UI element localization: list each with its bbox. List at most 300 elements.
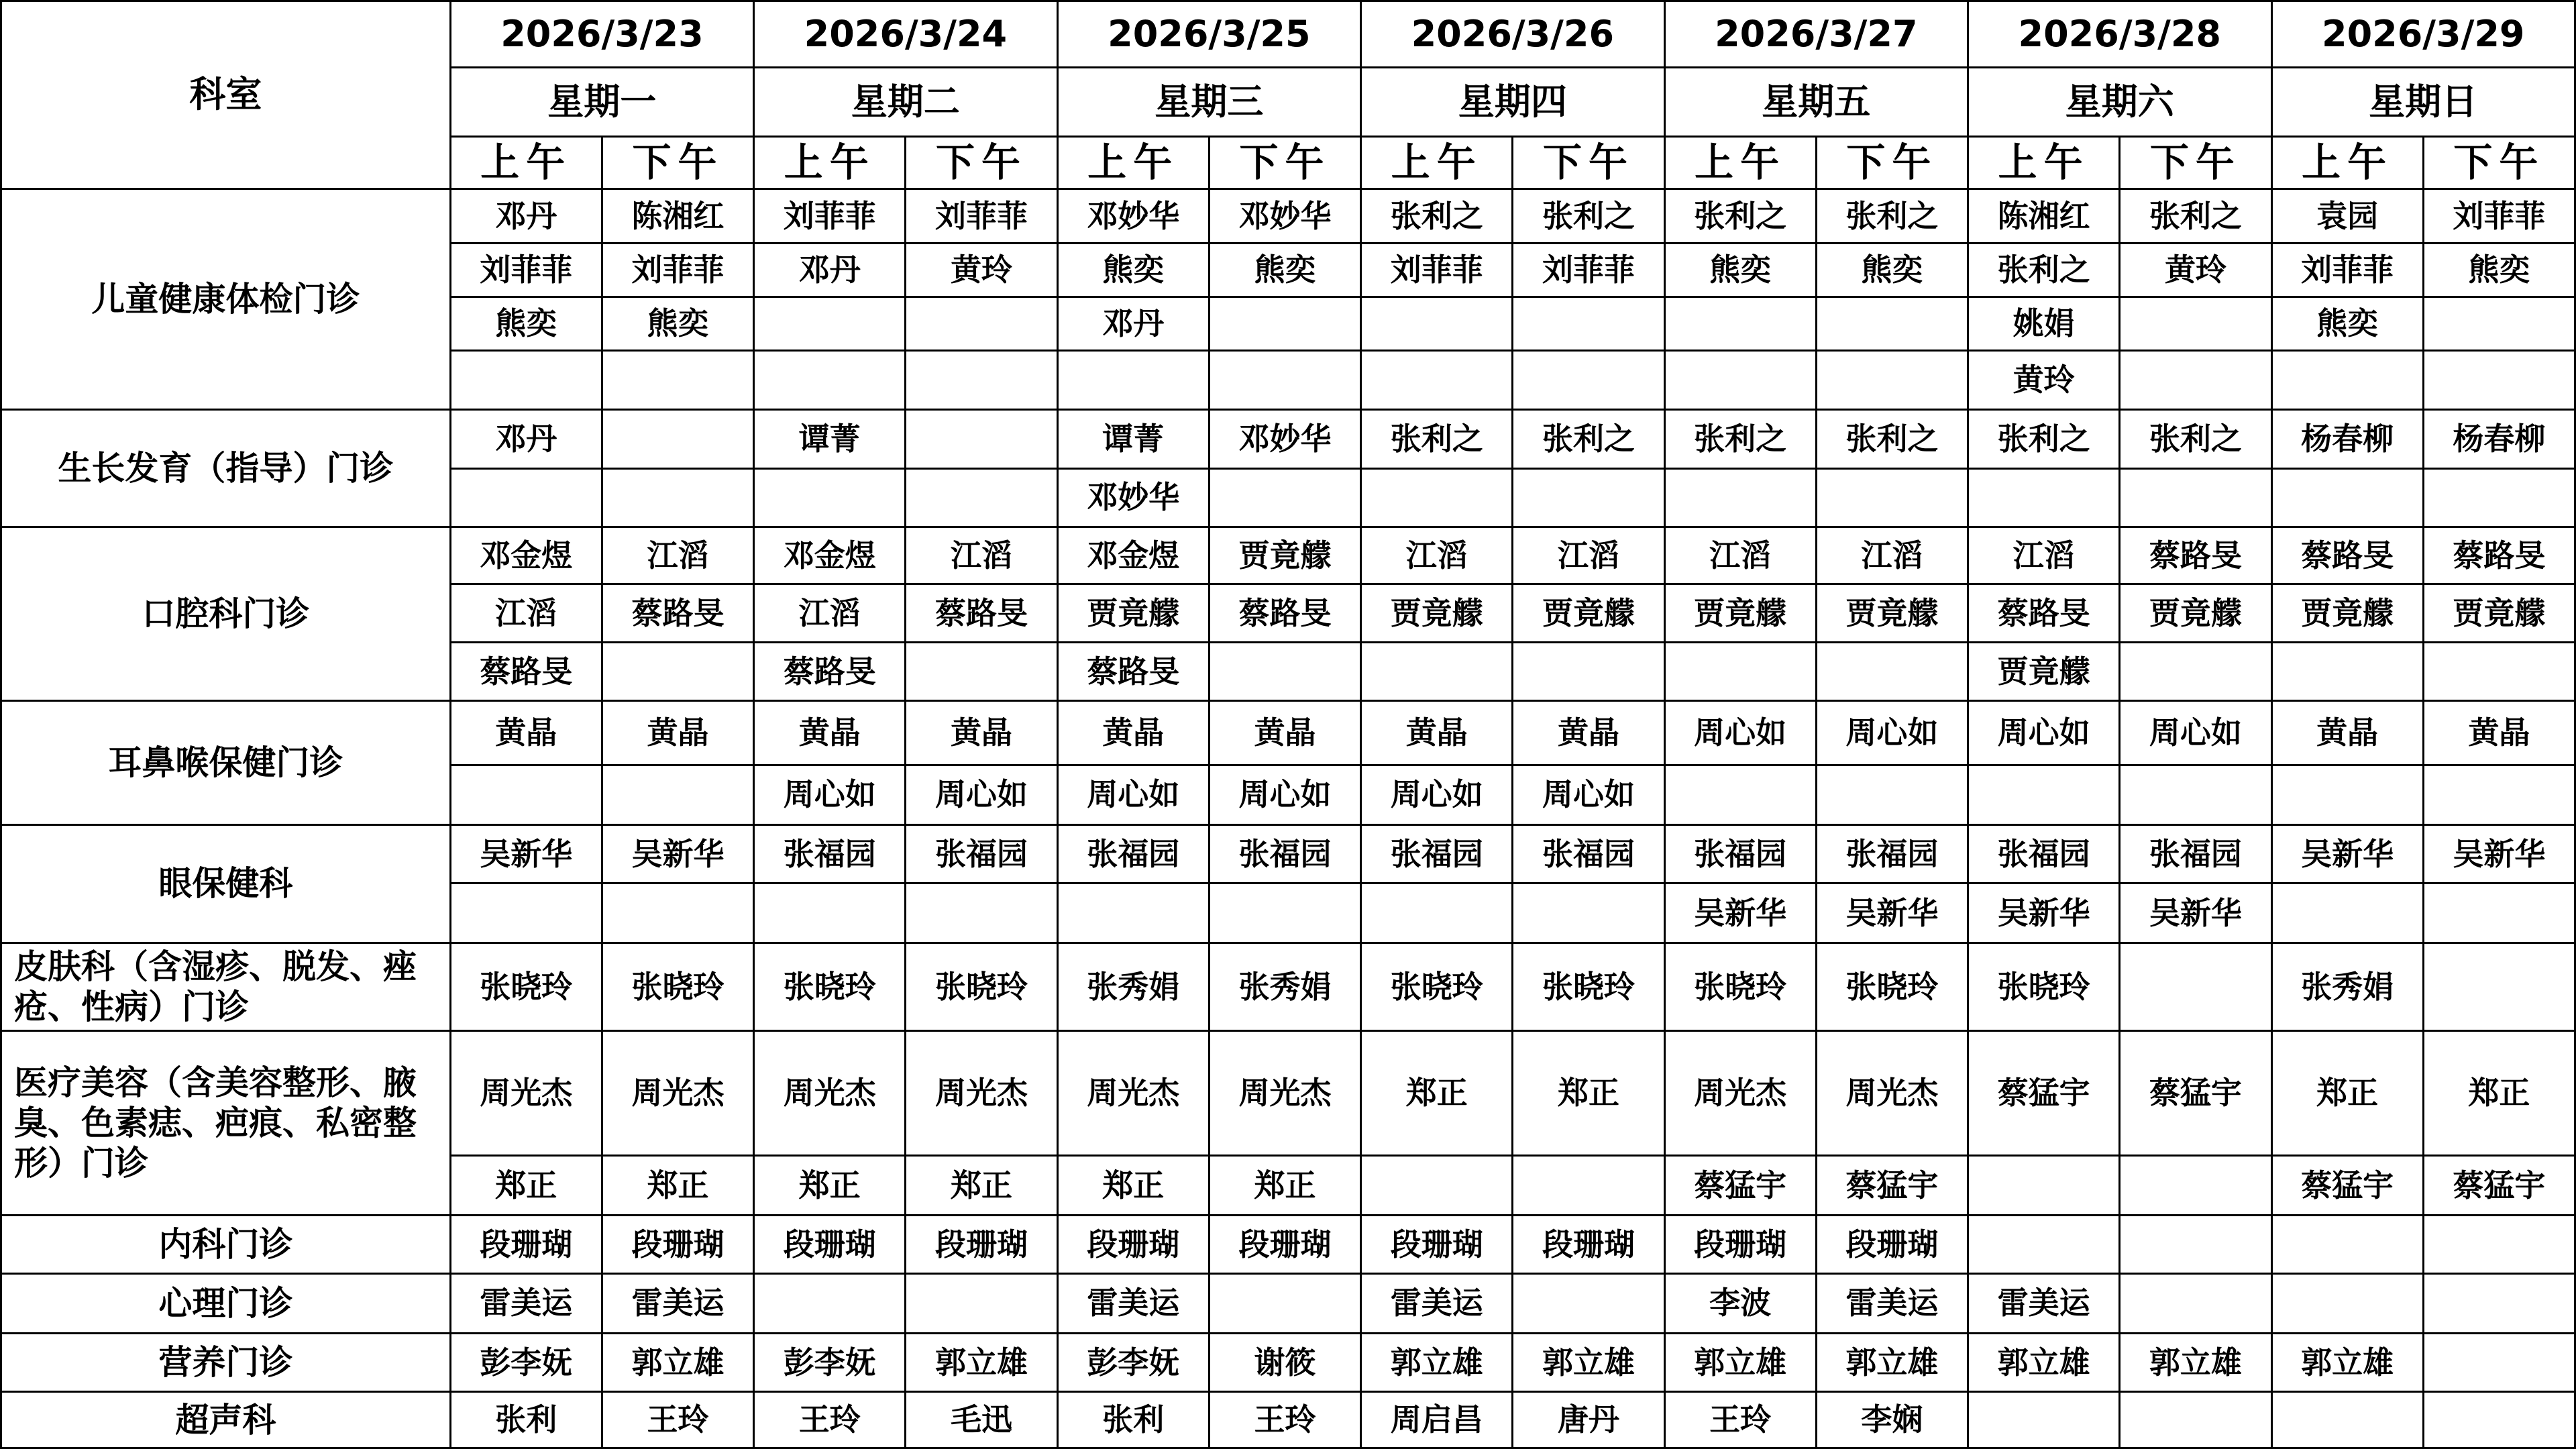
doctor-cell: 郭立雄 (906, 1334, 1057, 1392)
doctor-cell: 段珊瑚 (1361, 1216, 1513, 1273)
doctor-cell (1209, 883, 1360, 943)
doctor-cell: 李娴 (1816, 1392, 1968, 1448)
doctor-cell (450, 468, 602, 527)
doctor-cell: 段珊瑚 (1209, 1216, 1360, 1273)
doctor-cell: 蔡猛宇 (2120, 1031, 2271, 1156)
schedule-row (1, 1392, 2575, 1448)
doctor-cell: 刘菲菲 (2423, 189, 2575, 244)
doctor-cell (2423, 468, 2575, 527)
doctor-cell (602, 642, 753, 700)
doctor-cell: 黄晶 (1513, 701, 1664, 765)
doctor-cell: 段珊瑚 (1816, 1216, 1968, 1273)
doctor-cell: 张晓玲 (1968, 943, 2120, 1031)
doctor-cell (450, 351, 602, 410)
department-name: 超声科 (1, 1392, 451, 1448)
doctor-cell: 蔡猛宇 (1816, 1156, 1968, 1216)
doctor-cell (754, 351, 906, 410)
doctor-cell: 蔡猛宇 (1664, 1156, 1816, 1216)
doctor-cell: 段珊瑚 (754, 1216, 906, 1273)
doctor-cell: 邓金煜 (450, 527, 602, 584)
doctor-cell: 王玲 (1209, 1392, 1360, 1448)
doctor-cell (2271, 351, 2423, 410)
doctor-cell: 贾竟艨 (1209, 527, 1360, 584)
schedule-row (1, 1216, 2575, 1273)
doctor-cell: 杨春柳 (2271, 410, 2423, 468)
doctor-cell (1209, 642, 1360, 700)
date-header: 2026/3/27 (1664, 1, 1968, 68)
doctor-cell: 贾竟艨 (1057, 584, 1209, 642)
doctor-cell: 张福园 (1361, 824, 1513, 883)
date-header: 2026/3/25 (1057, 1, 1360, 68)
doctor-cell: 周光杰 (602, 1031, 753, 1156)
doctor-cell: 刘菲菲 (1513, 244, 1664, 297)
doctor-cell (1816, 765, 1968, 824)
doctor-cell (1816, 297, 1968, 350)
doctor-cell (2423, 642, 2575, 700)
department-name: 儿童健康体检门诊 (1, 189, 451, 410)
doctor-cell: 周光杰 (450, 1031, 602, 1156)
doctor-cell: 雷美运 (602, 1273, 753, 1333)
morning-header: 上午 (1664, 137, 1816, 189)
afternoon-header: 下午 (602, 137, 753, 189)
department-name: 眼保健科 (1, 824, 451, 943)
doctor-cell (2423, 297, 2575, 350)
doctor-cell (2120, 1273, 2271, 1333)
doctor-cell: 刘菲菲 (754, 189, 906, 244)
doctor-cell: 江滔 (906, 527, 1057, 584)
doctor-cell (2120, 1392, 2271, 1448)
department-name: 生长发育（指导）门诊 (1, 410, 451, 527)
doctor-cell: 蔡猛宇 (2423, 1156, 2575, 1216)
doctor-cell: 郑正 (450, 1156, 602, 1216)
doctor-cell (906, 883, 1057, 943)
doctor-cell: 熊奕 (2423, 244, 2575, 297)
doctor-cell: 刘菲菲 (2271, 244, 2423, 297)
doctor-cell (1209, 1273, 1360, 1333)
doctor-cell: 熊奕 (602, 297, 753, 350)
doctor-cell: 吴新华 (2271, 824, 2423, 883)
schedule-row (1, 1031, 2575, 1156)
doctor-cell: 吴新华 (1968, 883, 2120, 943)
doctor-cell: 王玲 (754, 1392, 906, 1448)
doctor-cell: 张利之 (1361, 410, 1513, 468)
doctor-cell: 郭立雄 (1361, 1334, 1513, 1392)
doctor-cell: 江滔 (1816, 527, 1968, 584)
doctor-cell: 江滔 (1361, 527, 1513, 584)
morning-header: 上午 (754, 137, 906, 189)
afternoon-header: 下午 (1816, 137, 1968, 189)
doctor-cell: 吴新华 (602, 824, 753, 883)
doctor-cell: 黄玲 (1968, 351, 2120, 410)
doctor-cell: 张利之 (1816, 189, 1968, 244)
doctor-cell: 段珊瑚 (906, 1216, 1057, 1273)
date-header: 2026/3/26 (1361, 1, 1664, 68)
doctor-cell: 蔡路旻 (1968, 584, 2120, 642)
doctor-cell: 张福园 (1057, 824, 1209, 883)
doctor-cell (2271, 1273, 2423, 1333)
doctor-cell: 刘菲菲 (602, 244, 753, 297)
doctor-cell: 张晓玲 (1816, 943, 1968, 1031)
department-header-label: 科室 (1, 1, 451, 189)
doctor-cell: 郭立雄 (2120, 1334, 2271, 1392)
doctor-cell: 邓妙华 (1209, 189, 1360, 244)
doctor-cell: 郭立雄 (1513, 1334, 1664, 1392)
doctor-cell: 蔡路旻 (1057, 642, 1209, 700)
doctor-cell: 张利之 (2120, 410, 2271, 468)
doctor-cell: 张秀娟 (2271, 943, 2423, 1031)
doctor-cell: 郑正 (754, 1156, 906, 1216)
doctor-cell (2271, 883, 2423, 943)
doctor-cell (2271, 1392, 2423, 1448)
doctor-cell (1664, 642, 1816, 700)
doctor-cell: 江滔 (1513, 527, 1664, 584)
doctor-cell (1209, 468, 1360, 527)
doctor-cell (1513, 297, 1664, 350)
doctor-cell (2423, 351, 2575, 410)
doctor-cell: 周光杰 (1057, 1031, 1209, 1156)
doctor-cell (2423, 883, 2575, 943)
doctor-cell: 邓丹 (1057, 297, 1209, 350)
doctor-cell: 黄晶 (450, 701, 602, 765)
doctor-cell (2271, 642, 2423, 700)
doctor-cell (2120, 468, 2271, 527)
doctor-cell (1664, 468, 1816, 527)
doctor-cell: 蔡路旻 (1209, 584, 1360, 642)
schedule-row (1, 701, 2575, 765)
doctor-cell (906, 1273, 1057, 1333)
doctor-cell: 张福园 (1513, 824, 1664, 883)
doctor-cell (1513, 1156, 1664, 1216)
doctor-cell (2423, 1334, 2575, 1392)
weekday-header: 星期五 (1664, 68, 1968, 137)
morning-header: 上午 (2271, 137, 2423, 189)
doctor-cell: 张利之 (1361, 189, 1513, 244)
doctor-cell: 段珊瑚 (1057, 1216, 1209, 1273)
weekday-header: 星期六 (1968, 68, 2271, 137)
doctor-cell: 邓丹 (450, 410, 602, 468)
doctor-cell (602, 410, 753, 468)
doctor-cell: 谭菁 (1057, 410, 1209, 468)
doctor-cell (602, 351, 753, 410)
doctor-cell (1361, 883, 1513, 943)
doctor-cell (450, 883, 602, 943)
doctor-cell: 郭立雄 (1816, 1334, 1968, 1392)
doctor-cell: 江滔 (1664, 527, 1816, 584)
doctor-cell: 贾竟艨 (1968, 642, 2120, 700)
doctor-cell (1513, 1273, 1664, 1333)
doctor-cell (1664, 765, 1816, 824)
doctor-cell: 郭立雄 (2271, 1334, 2423, 1392)
doctor-cell: 陈湘红 (602, 189, 753, 244)
doctor-cell: 邓丹 (450, 189, 602, 244)
doctor-cell: 郑正 (1513, 1031, 1664, 1156)
doctor-cell (2120, 1216, 2271, 1273)
doctor-cell (1968, 765, 2120, 824)
doctor-cell (1816, 351, 1968, 410)
schedule-row (1, 943, 2575, 1031)
doctor-cell: 吴新华 (1664, 883, 1816, 943)
doctor-cell (906, 410, 1057, 468)
doctor-cell: 张秀娟 (1209, 943, 1360, 1031)
doctor-cell (1816, 642, 1968, 700)
doctor-cell: 贾竟艨 (2271, 584, 2423, 642)
morning-header: 上午 (1057, 137, 1209, 189)
afternoon-header: 下午 (1513, 137, 1664, 189)
department-name: 营养门诊 (1, 1334, 451, 1392)
doctor-cell (2120, 1156, 2271, 1216)
doctor-cell: 贾竟艨 (2423, 584, 2575, 642)
weekday-header: 星期四 (1361, 68, 1664, 137)
doctor-cell (1361, 1156, 1513, 1216)
weekday-header: 星期一 (450, 68, 753, 137)
doctor-cell: 谢筱 (1209, 1334, 1360, 1392)
doctor-cell: 周光杰 (754, 1031, 906, 1156)
doctor-cell: 毛迅 (906, 1392, 1057, 1448)
doctor-cell: 黄晶 (754, 701, 906, 765)
doctor-cell: 蔡路旻 (906, 584, 1057, 642)
doctor-cell: 彭李妩 (754, 1334, 906, 1392)
doctor-cell: 刘菲菲 (450, 244, 602, 297)
doctor-cell: 周心如 (1361, 765, 1513, 824)
doctor-cell: 张利之 (1816, 410, 1968, 468)
doctor-cell: 郭立雄 (1968, 1334, 2120, 1392)
doctor-cell: 郑正 (1057, 1156, 1209, 1216)
department-name: 内科门诊 (1, 1216, 451, 1273)
doctor-cell: 张福园 (2120, 824, 2271, 883)
doctor-cell: 杨春柳 (2423, 410, 2575, 468)
doctor-cell: 张晓玲 (906, 943, 1057, 1031)
doctor-cell: 张利之 (1968, 410, 2120, 468)
doctor-cell (1968, 1156, 2120, 1216)
doctor-cell: 雷美运 (1361, 1273, 1513, 1333)
doctor-cell: 黄晶 (2423, 701, 2575, 765)
department-name: 医疗美容（含美容整形、腋臭、色素痣、疤痕、私密整形）门诊 (1, 1031, 451, 1216)
doctor-cell: 刘菲菲 (906, 189, 1057, 244)
doctor-cell (754, 1273, 906, 1333)
doctor-cell: 黄晶 (602, 701, 753, 765)
schedule-row (1, 824, 2575, 883)
doctor-cell: 雷美运 (1968, 1273, 2120, 1333)
weekday-header: 星期日 (2271, 68, 2575, 137)
doctor-cell: 张福园 (1968, 824, 2120, 883)
doctor-cell (754, 883, 906, 943)
doctor-cell: 吴新华 (2423, 824, 2575, 883)
doctor-cell: 周心如 (906, 765, 1057, 824)
doctor-cell: 张晓玲 (1513, 943, 1664, 1031)
morning-header: 上午 (1361, 137, 1513, 189)
doctor-cell: 袁园 (2271, 189, 2423, 244)
doctor-cell: 彭李妩 (450, 1334, 602, 1392)
doctor-cell (1361, 297, 1513, 350)
doctor-cell: 王玲 (602, 1392, 753, 1448)
doctor-cell: 姚娟 (1968, 297, 2120, 350)
doctor-cell: 张利 (450, 1392, 602, 1448)
doctor-cell (450, 765, 602, 824)
doctor-cell: 蔡猛宇 (2271, 1156, 2423, 1216)
department-name: 耳鼻喉保健门诊 (1, 701, 451, 825)
doctor-cell: 蔡路旻 (2120, 527, 2271, 584)
doctor-cell: 贾竟艨 (2120, 584, 2271, 642)
doctor-cell: 黄玲 (2120, 244, 2271, 297)
department-name: 皮肤科（含湿疹、脱发、痤疮、性病）门诊 (1, 943, 451, 1031)
doctor-cell: 邓妙华 (1057, 468, 1209, 527)
schedule-row (1, 1273, 2575, 1333)
doctor-cell: 黄晶 (906, 701, 1057, 765)
date-header: 2026/3/28 (1968, 1, 2271, 68)
doctor-cell: 张福园 (1816, 824, 1968, 883)
doctor-cell: 周心如 (1209, 765, 1360, 824)
doctor-cell: 唐丹 (1513, 1392, 1664, 1448)
morning-header: 上午 (450, 137, 602, 189)
doctor-cell: 张利之 (1968, 244, 2120, 297)
header-row-dates (1, 1, 2575, 68)
doctor-cell (2120, 351, 2271, 410)
doctor-cell: 郑正 (2271, 1031, 2423, 1156)
doctor-cell: 张利之 (1513, 189, 1664, 244)
doctor-cell (1968, 468, 2120, 527)
doctor-cell: 江滔 (754, 584, 906, 642)
doctor-cell (2423, 1273, 2575, 1333)
doctor-cell: 段珊瑚 (602, 1216, 753, 1273)
doctor-cell: 邓丹 (754, 244, 906, 297)
doctor-cell (2423, 1392, 2575, 1448)
doctor-cell (754, 468, 906, 527)
doctor-cell: 张利之 (1664, 410, 1816, 468)
doctor-cell: 周心如 (1057, 765, 1209, 824)
doctor-cell: 郑正 (906, 1156, 1057, 1216)
doctor-cell: 张利 (1057, 1392, 1209, 1448)
doctor-cell: 张晓玲 (450, 943, 602, 1031)
doctor-cell: 张福园 (754, 824, 906, 883)
doctor-cell (1057, 883, 1209, 943)
doctor-cell (1057, 351, 1209, 410)
doctor-cell (906, 642, 1057, 700)
doctor-cell: 郑正 (2423, 1031, 2575, 1156)
doctor-cell: 周心如 (1664, 701, 1816, 765)
doctor-cell: 张福园 (906, 824, 1057, 883)
doctor-cell: 蔡路旻 (2423, 527, 2575, 584)
doctor-cell (754, 297, 906, 350)
doctor-cell: 熊奕 (1209, 244, 1360, 297)
doctor-cell: 周心如 (1968, 701, 2120, 765)
date-header: 2026/3/24 (754, 1, 1057, 68)
doctor-cell (2120, 765, 2271, 824)
doctor-cell: 李波 (1664, 1273, 1816, 1333)
doctor-cell (2423, 765, 2575, 824)
doctor-cell: 郭立雄 (602, 1334, 753, 1392)
doctor-cell: 刘菲菲 (1361, 244, 1513, 297)
doctor-cell (2271, 765, 2423, 824)
doctor-cell: 彭李妩 (1057, 1334, 1209, 1392)
doctor-cell (602, 468, 753, 527)
doctor-cell: 贾竟艨 (1816, 584, 1968, 642)
doctor-cell (1361, 351, 1513, 410)
doctor-cell: 张福园 (1664, 824, 1816, 883)
weekday-header: 星期二 (754, 68, 1057, 137)
doctor-cell: 熊奕 (1664, 244, 1816, 297)
doctor-cell (1664, 351, 1816, 410)
doctor-cell: 段珊瑚 (450, 1216, 602, 1273)
doctor-cell: 张晓玲 (1361, 943, 1513, 1031)
date-header: 2026/3/29 (2271, 1, 2575, 68)
doctor-cell (1361, 642, 1513, 700)
doctor-cell: 张福园 (1209, 824, 1360, 883)
doctor-cell: 郑正 (1361, 1031, 1513, 1156)
doctor-cell: 张利之 (1513, 410, 1664, 468)
doctor-cell: 吴新华 (1816, 883, 1968, 943)
doctor-cell (2120, 943, 2271, 1031)
doctor-cell: 邓金煜 (1057, 527, 1209, 584)
doctor-cell (602, 765, 753, 824)
doctor-cell: 段珊瑚 (1513, 1216, 1664, 1273)
doctor-cell: 黄晶 (2271, 701, 2423, 765)
doctor-cell: 张晓玲 (754, 943, 906, 1031)
doctor-cell: 黄玲 (906, 244, 1057, 297)
doctor-cell: 周心如 (2120, 701, 2271, 765)
doctor-cell (906, 351, 1057, 410)
schedule-row (1, 189, 2575, 244)
doctor-cell: 江滔 (1968, 527, 2120, 584)
doctor-cell: 周光杰 (1664, 1031, 1816, 1156)
doctor-cell: 蔡路旻 (2271, 527, 2423, 584)
doctor-cell (1361, 468, 1513, 527)
doctor-cell (906, 297, 1057, 350)
doctor-cell: 熊奕 (450, 297, 602, 350)
doctor-cell (2423, 1216, 2575, 1273)
schedule-row (1, 1334, 2575, 1392)
doctor-cell (2271, 468, 2423, 527)
doctor-cell: 贾竟艨 (1513, 584, 1664, 642)
afternoon-header: 下午 (2423, 137, 2575, 189)
doctor-cell: 张利之 (2120, 189, 2271, 244)
doctor-cell: 张晓玲 (1664, 943, 1816, 1031)
doctor-cell: 邓妙华 (1057, 189, 1209, 244)
doctor-cell: 邓妙华 (1209, 410, 1360, 468)
department-name: 口腔科门诊 (1, 527, 451, 701)
schedule-row (1, 410, 2575, 468)
doctor-cell: 江滔 (602, 527, 753, 584)
doctor-cell: 张晓玲 (602, 943, 753, 1031)
afternoon-header: 下午 (1209, 137, 1360, 189)
doctor-cell (1209, 297, 1360, 350)
doctor-cell (1513, 883, 1664, 943)
doctor-cell: 吴新华 (450, 824, 602, 883)
doctor-cell (1816, 468, 1968, 527)
doctor-cell: 雷美运 (1816, 1273, 1968, 1333)
doctor-cell: 蔡猛宇 (1968, 1031, 2120, 1156)
doctor-cell (1664, 297, 1816, 350)
doctor-cell: 贾竟艨 (1664, 584, 1816, 642)
doctor-cell (1968, 1216, 2120, 1273)
doctor-cell (906, 468, 1057, 527)
doctor-cell: 周心如 (1513, 765, 1664, 824)
doctor-cell: 蔡路旻 (754, 642, 906, 700)
doctor-cell: 郑正 (602, 1156, 753, 1216)
doctor-cell: 周光杰 (906, 1031, 1057, 1156)
doctor-cell: 周启昌 (1361, 1392, 1513, 1448)
doctor-cell: 周光杰 (1816, 1031, 1968, 1156)
afternoon-header: 下午 (2120, 137, 2271, 189)
doctor-cell: 熊奕 (1057, 244, 1209, 297)
schedule-row (1, 527, 2575, 584)
doctor-cell (2120, 297, 2271, 350)
doctor-cell (1513, 351, 1664, 410)
doctor-cell (1209, 351, 1360, 410)
doctor-cell: 周心如 (1816, 701, 1968, 765)
doctor-cell: 周心如 (754, 765, 906, 824)
doctor-cell: 周光杰 (1209, 1031, 1360, 1156)
doctor-cell (1513, 642, 1664, 700)
